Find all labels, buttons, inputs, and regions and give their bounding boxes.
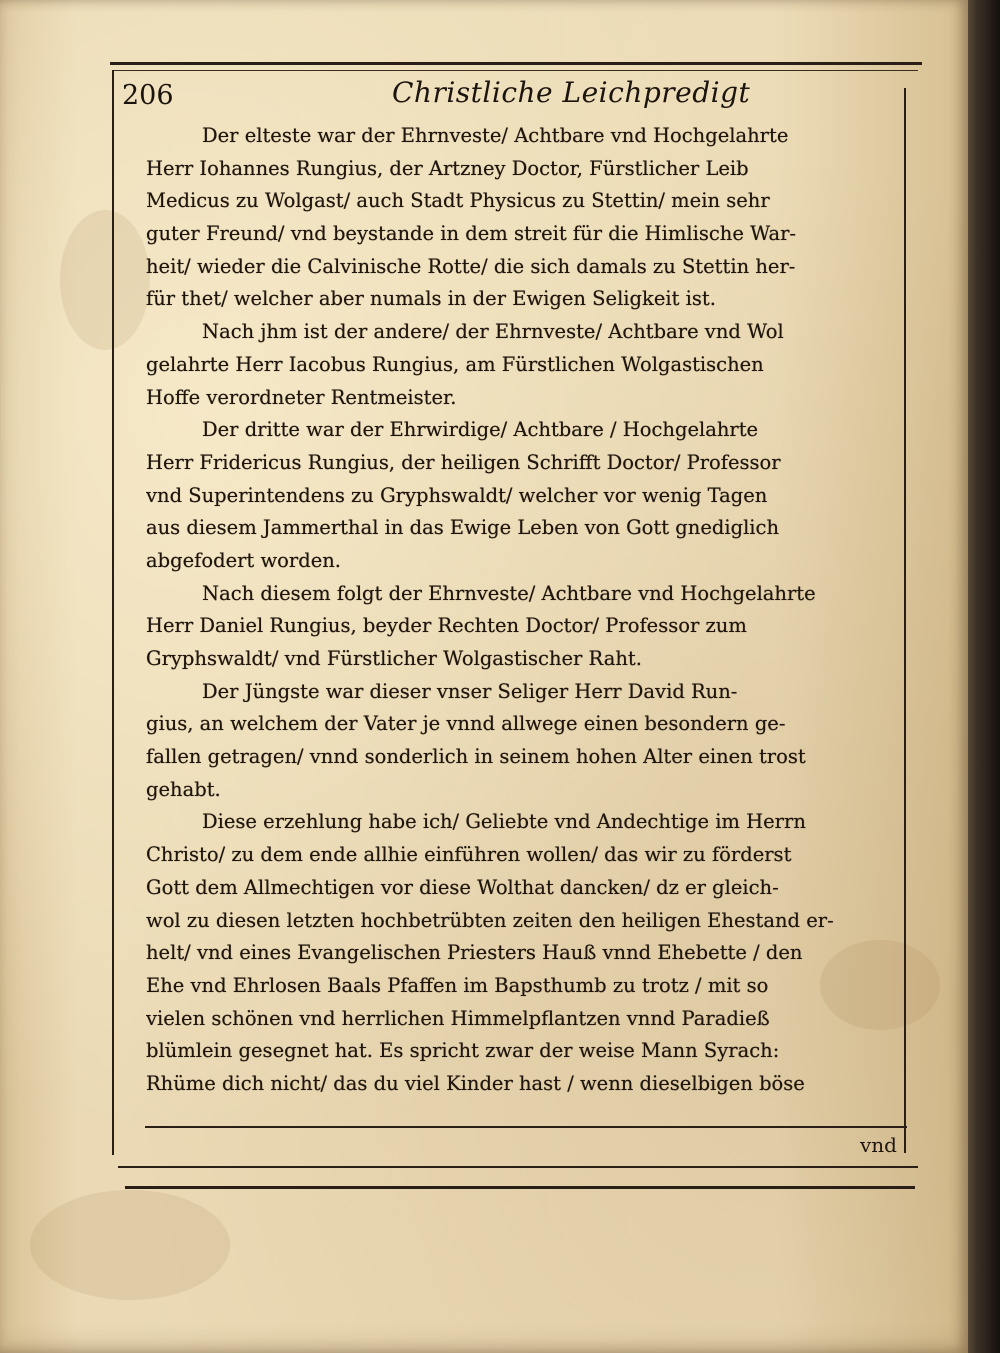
text-line: Diese erzehlung habe ich/ Geliebte vnd Andechtige im Herrn xyxy=(202,810,806,834)
frame-rule-catchword xyxy=(145,1126,907,1128)
text-line: Medicus zu Wolgast/ auch Stadt Physicus zu Stettin/ mein sehr xyxy=(146,189,770,213)
text-line: vielen schönen vnd herrlichen Himmelpflantzen vnnd Paradieß xyxy=(146,1006,770,1030)
text-line: fallen getragen/ vnnd sonderlich in seinem hohen Alter einen trost xyxy=(146,745,806,769)
text-line: Herr Fridericus Rungius, der heiligen Schrifft Doctor/ Professor xyxy=(146,450,781,474)
text-line: gius, an welchem der Vater je vnnd allwege einen besondern ge- xyxy=(146,712,786,736)
text-line: Der dritte war der Ehrwirdige/ Achtbare / Hochgelahrte xyxy=(202,418,759,442)
frame-rule-top-inner xyxy=(112,70,918,71)
text-line: Der elteste war der Ehrnveste/ Achtbare vnd Hochgelahrte xyxy=(202,124,789,147)
text-line: gelahrte Herr Iacobus Rungius, am Fürstlichen Wolgastischen xyxy=(146,352,764,376)
page-number: 206 xyxy=(122,80,174,111)
page-header xyxy=(120,72,900,112)
running-head: Christliche Leichpredigt xyxy=(392,76,751,109)
text-line: für thet/ welcher aber numals in der Ewigen Seligkeit ist. xyxy=(146,287,716,311)
text-line: gehabt. xyxy=(146,777,221,801)
text-line: helt/ vnd eines Evangelischen Priesters Hauß vnnd Ehebette / den xyxy=(146,941,803,965)
body-text xyxy=(146,120,898,1120)
text-line: aus diesem Jammerthal in das Ewige Leben von Gott gnediglich xyxy=(146,516,780,540)
text-line: guter Freund/ vnd beystande in dem streit für die Himlische War- xyxy=(146,222,796,246)
text-line: Herr Daniel Rungius, beyder Rechten Doctor/ Professor zum xyxy=(146,614,747,638)
frame-rule-right xyxy=(904,88,906,1153)
paper-stain xyxy=(30,1190,230,1300)
text-line: heit/ wieder die Calvinische Rotte/ die sich damals zu Stettin her- xyxy=(146,254,796,278)
text-line: abgefodert worden. xyxy=(146,548,341,572)
frame-rule-top xyxy=(110,62,922,65)
text-line: blümlein gesegnet hat. Es spricht zwar der weise Mann Syrach: xyxy=(146,1039,780,1063)
text-line: Herr Iohannes Rungius, der Artzney Doctor, Fürstlicher Leib xyxy=(146,156,749,180)
text-line: Nach diesem folgt der Ehrnveste/ Achtbare vnd Hochgelahrte xyxy=(202,581,816,605)
frame-rule-left xyxy=(112,70,114,1155)
text-line: Gryphswaldt/ vnd Fürstlicher Wolgastischer Raht. xyxy=(146,647,642,670)
text-line: Hoffe verordneter Rentmeister. xyxy=(146,385,457,409)
text-line: Rhüme dich nicht/ das du viel Kinder hast / wenn dieselbigen böse xyxy=(146,1071,805,1095)
text-line: vnd Superintendens zu Gryphswaldt/ welcher vor wenig Tagen xyxy=(146,483,768,507)
text-line: Ehe vnd Ehrlosen Baals Pfaffen im Bapsthumb zu trotz / mit so xyxy=(146,973,769,997)
text-line: Gott dem Allmechtigen vor diese Wolthat dancken/ dz er gleich- xyxy=(146,875,779,899)
catchword: vnd xyxy=(860,1133,897,1157)
text-line: Christo/ zu dem ende allhie einführen wollen/ das wir zu förderst xyxy=(146,843,792,867)
frame-rule-bottom-outer xyxy=(125,1186,915,1189)
frame-rule-bottom xyxy=(118,1166,918,1168)
text-line: Nach jhm ist der andere/ der Ehrnveste/ Achtbare vnd Wol xyxy=(202,320,784,344)
text-line: Der Jüngste war dieser vnser Seliger Herr David Run- xyxy=(202,679,738,703)
text-line: wol zu diesen letzten hochbetrübten zeiten den heiligen Ehestand er- xyxy=(146,908,834,932)
paper-stain xyxy=(60,210,150,350)
